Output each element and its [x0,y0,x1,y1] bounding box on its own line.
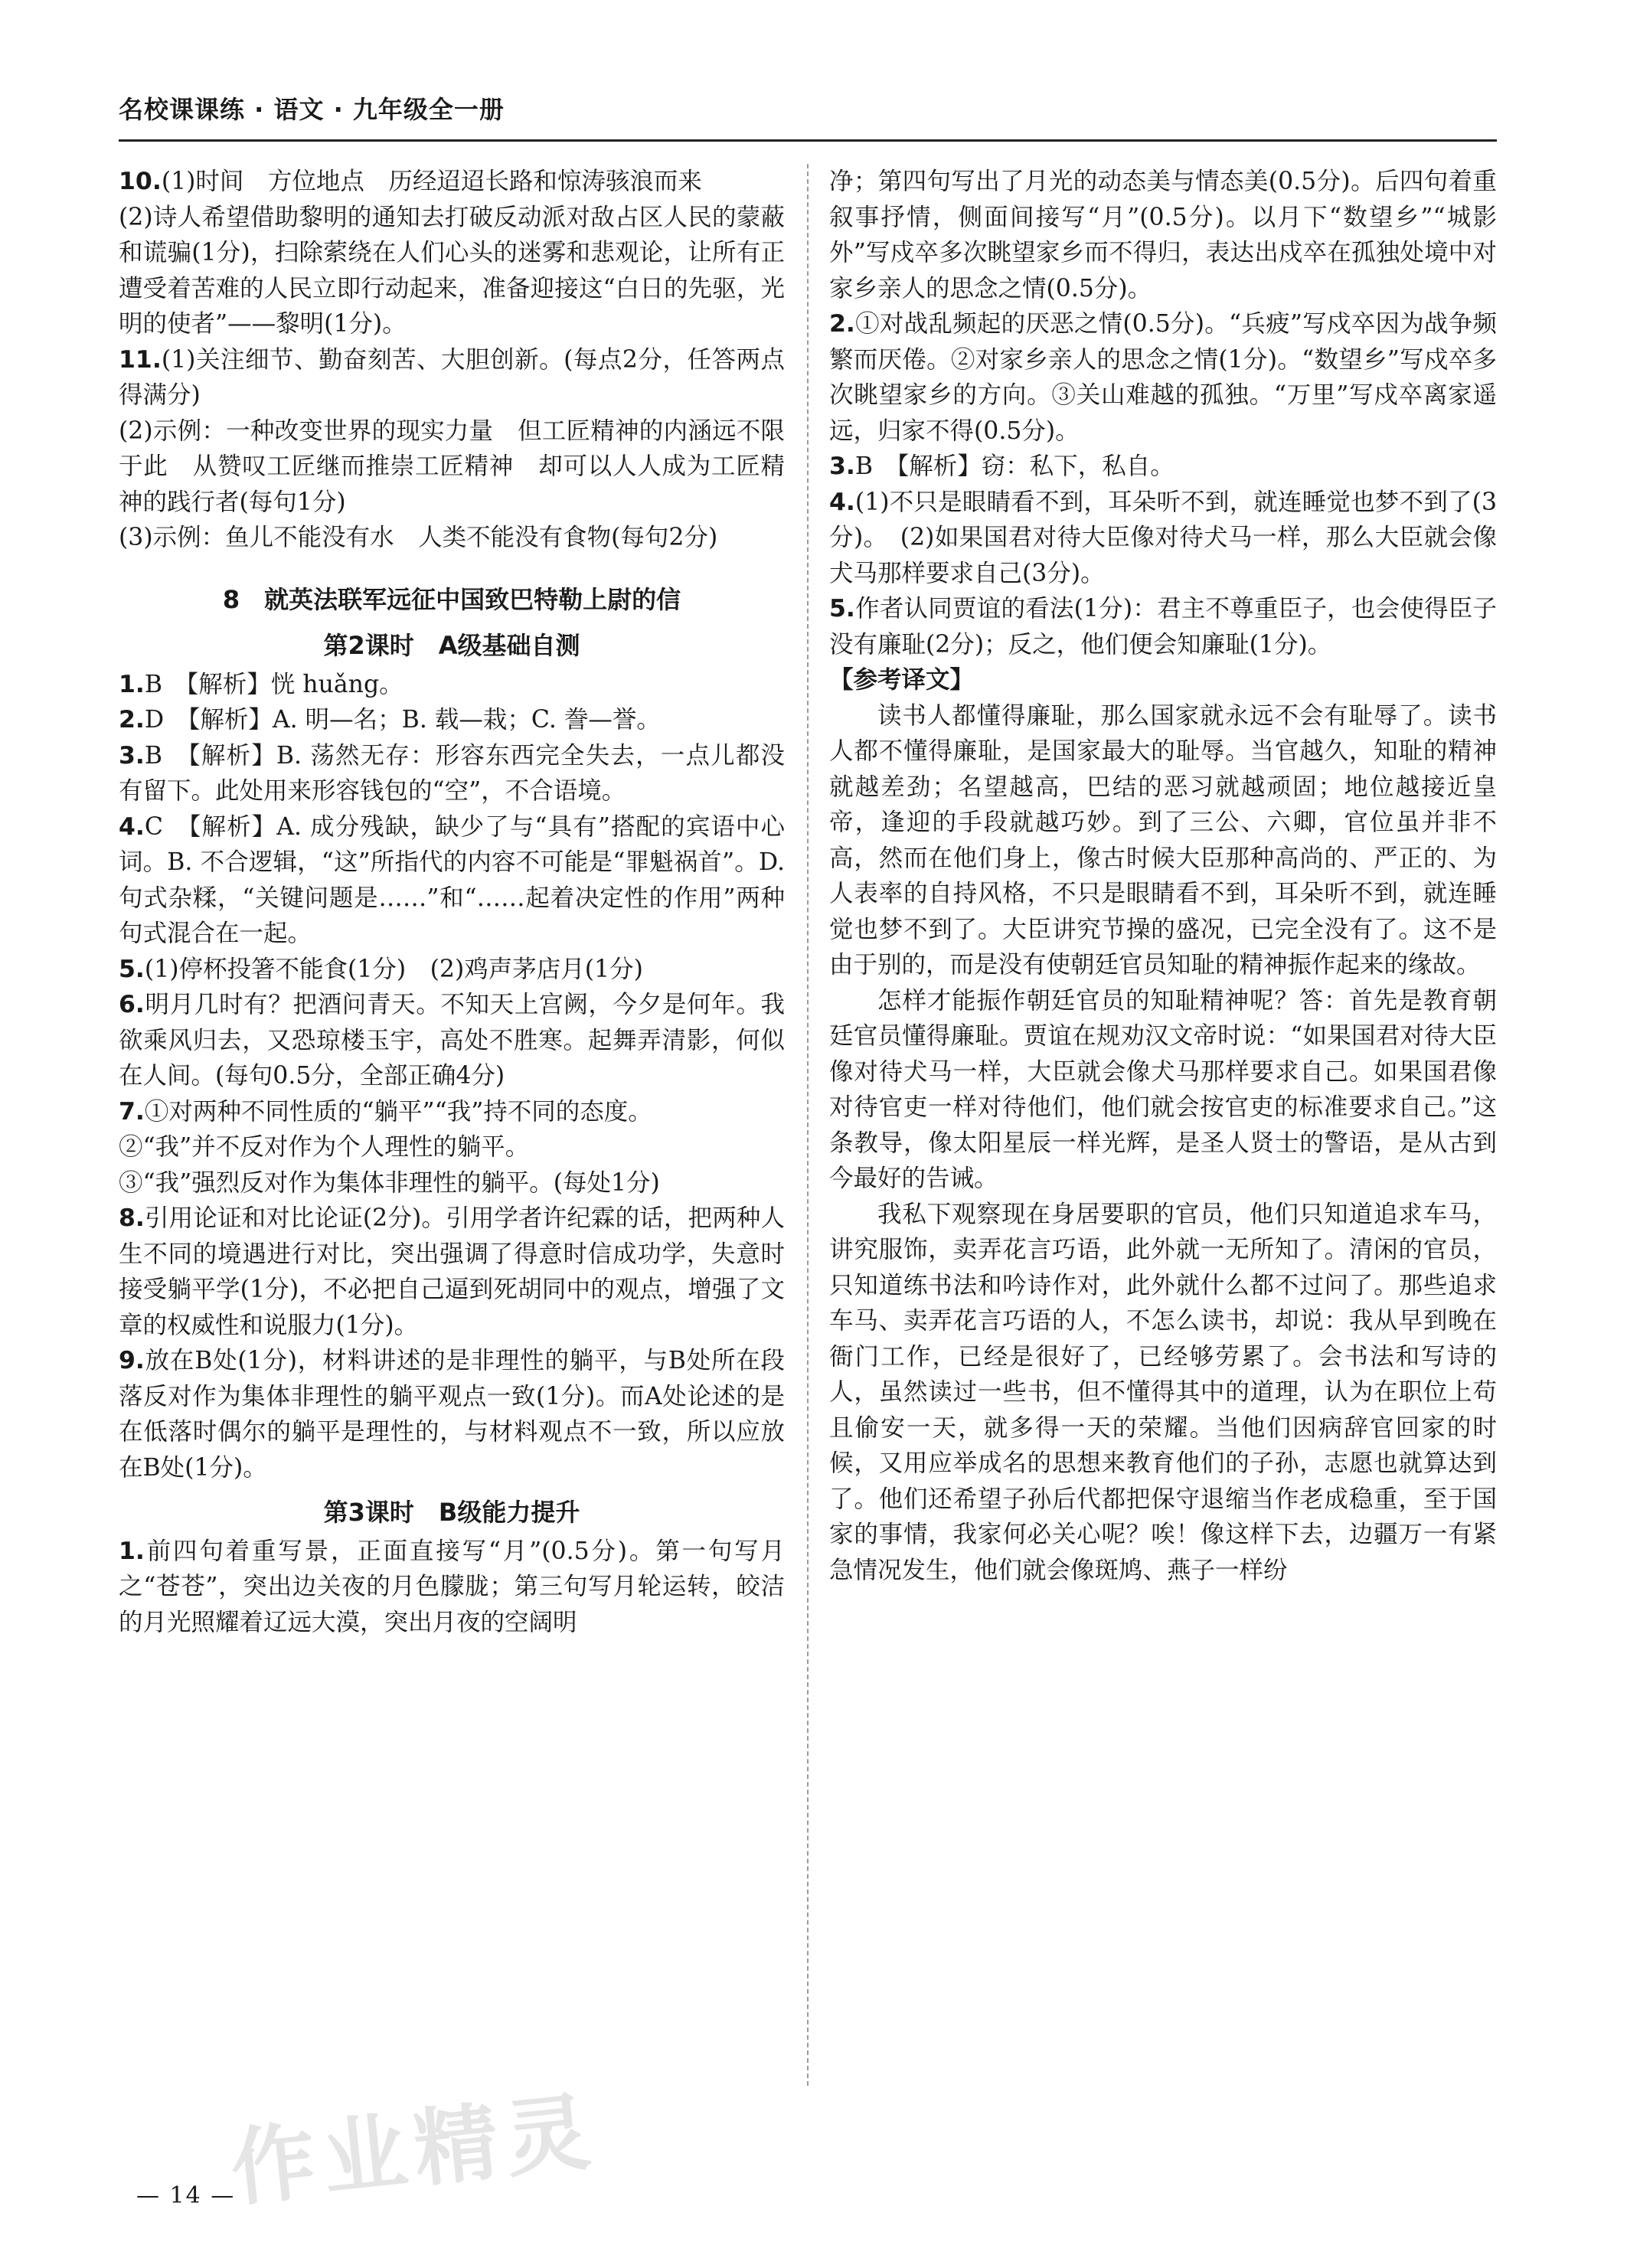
lesson2-title: 第2课时 A级基础自测 [323,631,580,660]
answer-10a: 10.(1)时间 方位地点 历经迢迢长路和惊涛骇浪而来 [119,168,702,195]
answer-b3: 3.B 【解析】窃：私下，私自。 [829,453,1175,480]
reference-translation-title: 【参考译文】 [829,666,975,694]
column-divider [807,164,809,2086]
answer-a4: 4.C 【解析】A. 成分残缺，缺少了与“具有”搭配的宾语中心词。B. 不合逻辑，“这”所指代的内容不可能是“罪魁祸首”。D. 句式杂糅，“关键问题是……”和“……起着决定性的作用”两种句式混合在一起。 [119,812,785,947]
answer-b5: 5.作者认同贾谊的看法(1分)：君主不尊重臣子，也会使得臣子没有廉耻(2分)；反之，他们便会知廉耻(1分)。 [829,595,1497,659]
answer-b1-cont: 净；第四句写出了月光的动态美与情态美(0.5分)。后四句着重叙事抒情，侧面间接写“月”(0.5分)。以月下“数望乡”“城影外”写戍卒多次眺望家乡而不得归，表达出戍卒在孤独处境中对家乡亲人的思念之情(0.5分)。 [829,168,1497,302]
translation-paragraph-3: 我私下观察现在身居要职的官员，他们只知道追求车马，讲究服饰，卖弄花言巧语，此外就一无所知了。清闲的官员，只知道练书法和吟诗作对，此外就什么都不过问了。那些追求车马、卖弄花言巧语的人，不怎么读书，却说：我从早到晚在衙门工作，已经是很好了，已经够劳累了。会书法和写诗的人，虽然读过一些书，但不懂得其中的道理，认为在职位上苟且偷安一天，就多得一天的荣耀。当他们因病辞官回家的时候，又用应举成名的思想来教育他们的子孙，志愿也就算达到了。他们还希望子孙后代都把保守退缩当作老成稳重，至于国家的事情，我家何必关心呢？唉！像这样下去，边疆万一有紧急情况发生，他们就会像斑鸠、燕子一样纷 [829,1200,1497,1584]
answer-a7: 7.①对两种不同性质的“躺平”“我”持不同的态度。 [119,1097,652,1126]
answer-number: 10. [119,168,162,195]
answer-11b: (2)示例：一种改变世界的现实力量 但工匠精神的内涵远不限于此 从赞叹工匠继而推崇工匠精神 却可以人人成为工匠精神的践行者(每句1分) [119,417,785,516]
answer-a8: 8.引用论证和对比论证(2分)。引用学者许纪霖的话，把两种人生不同的境遇进行对比，突出强调了得意时信成功学，失意时接受躺平学(1分)，不必把自己逼到死胡同中的观点，增强了文章的权威性和说服力(1分)。 [119,1204,785,1339]
answer-a7-3: ③“我”强烈反对作为集体非理性的躺平。(每处1分) [119,1168,660,1197]
answer-a6: 6.明月几时有？把酒问青天。不知天上宫阙，今夕是何年。我欲乘风归去，又恐琼楼玉宇，高处不胜寒。起舞弄清影，何似在人间。(每句0.5分，全部正确4分) [119,991,785,1090]
page-number: — 14 — [136,2182,236,2209]
left-column [119,164,785,1640]
answer-b4: 4.(1)不只是眼睛看不到，耳朵听不到，就连睡觉也梦不到了(3分)。 (2)如果国君对待大臣像对待犬马一样，那么大臣就会像犬马那样要求自己(3分)。 [829,488,1497,587]
answer-a2: 2.D 【解析】A. 明—名；B. 载—栽；C. 誊—誉。 [119,706,661,734]
answer-10b: (2)诗人希望借助黎明的通知去打破反动派对敌占区人民的蒙蔽和谎骗(1分)，扫除萦绕在人们心头的迷雾和悲观论，让所有正遭受着苦难的人民立即行动起来，准备迎接这“白日的先驱，光明的使者”——黎明(1分)。 [119,203,785,338]
answer-a7-2: ②“我”并不反对作为个人理性的躺平。 [119,1133,530,1161]
lesson3-title: 第3课时 B级能力提升 [323,1498,580,1527]
answer-a9: 9.放在B处(1分)，材料讲述的是非理性的躺平，与B处所在段落反对作为集体非理性的躺平观点一致(1分)。而A处论述的是在低落时偶尔的躺平是理性的，与材料观点不一致，所以应放在B处(1分)。 [119,1347,785,1482]
translation-paragraph-1: 读书人都懂得廉耻，那么国家就永远不会有耻辱了。读书人都不懂得廉耻，是国家最大的耻辱。当官越久，知耻的精神就越差劲；名望越高，巴结的恶习就越顽固；地位越接近皇帝，逢迎的手段就越巧妙。到了三公、六卿，官位虽并非不高，然而在他们身上，像古时候大臣那种高尚的、严正的、为人表率的自持风格，不只是眼睛看不到，耳朵听不到，就连睡觉也梦不到了。大臣讲究节操的盛况，已完全没有了。这不是由于别的，而是没有使朝廷官员知耻的精神振作起来的缘故。 [829,701,1497,979]
watermark: 作业精灵 [226,2082,603,2218]
answer-b2: 2.①对战乱频起的厌恶之情(0.5分)。“兵疲”写戍卒因为战争频繁而厌倦。②对家乡亲人的思念之情(1分)。“数望乡”写戍卒多次眺望家乡的方向。③关山难越的孤独。“万里”写戍卒离家遥远，归家不得(0.5分)。 [829,310,1497,445]
answer-11a: 11.(1)关注细节、勤奋刻苦、大胆创新。(每点2分，任答两点得满分) [119,345,785,409]
answer-number: 11. [119,345,162,374]
answer-a1: 1.B 【解析】恍 huǎng。 [119,670,403,698]
answer-b1: 1.前四句着重写景，正面直接写“月”(0.5分)。第一句写月之“苍苍”，突出边关夜的月色朦胧；第三句写月轮运转，皎洁的月光照耀着辽远大漠，突出月夜的空阔明 [119,1537,785,1636]
header-rule [119,139,1497,142]
answer-a3: 3.B 【解析】B. 荡然无存：形容东西完全失去，一点儿都没有留下。此处用来形容钱包的“空”，不合语境。 [119,741,785,805]
page-header: 名校课课练 · 语文 · 九年级全一册 [119,95,505,124]
right-column [829,164,1497,1588]
section-title: 8 就英法联军远征中国致巴特勒上尉的信 [222,584,681,614]
answer-a5: 5.(1)停杯投箸不能食(1分) (2)鸡声茅店月(1分) [119,955,643,983]
answer-11c: (3)示例：鱼儿不能没有水 人类不能没有食物(每句2分) [119,524,718,551]
translation-paragraph-2: 怎样才能振作朝廷官员的知耻精神呢？答：首先是教育朝廷官员懂得廉耻。贾谊在规劝汉文帝时说：“如果国君对待大臣像对待犬马一样，大臣就会像犬马那样要求自己。如果国君像对待官吏一样对待他们，他们就会按官吏的标准要求自己。”这条教导，像太阳星辰一样光辉，是圣人贤士的警语，是从古到今最好的告诫。 [829,986,1497,1192]
